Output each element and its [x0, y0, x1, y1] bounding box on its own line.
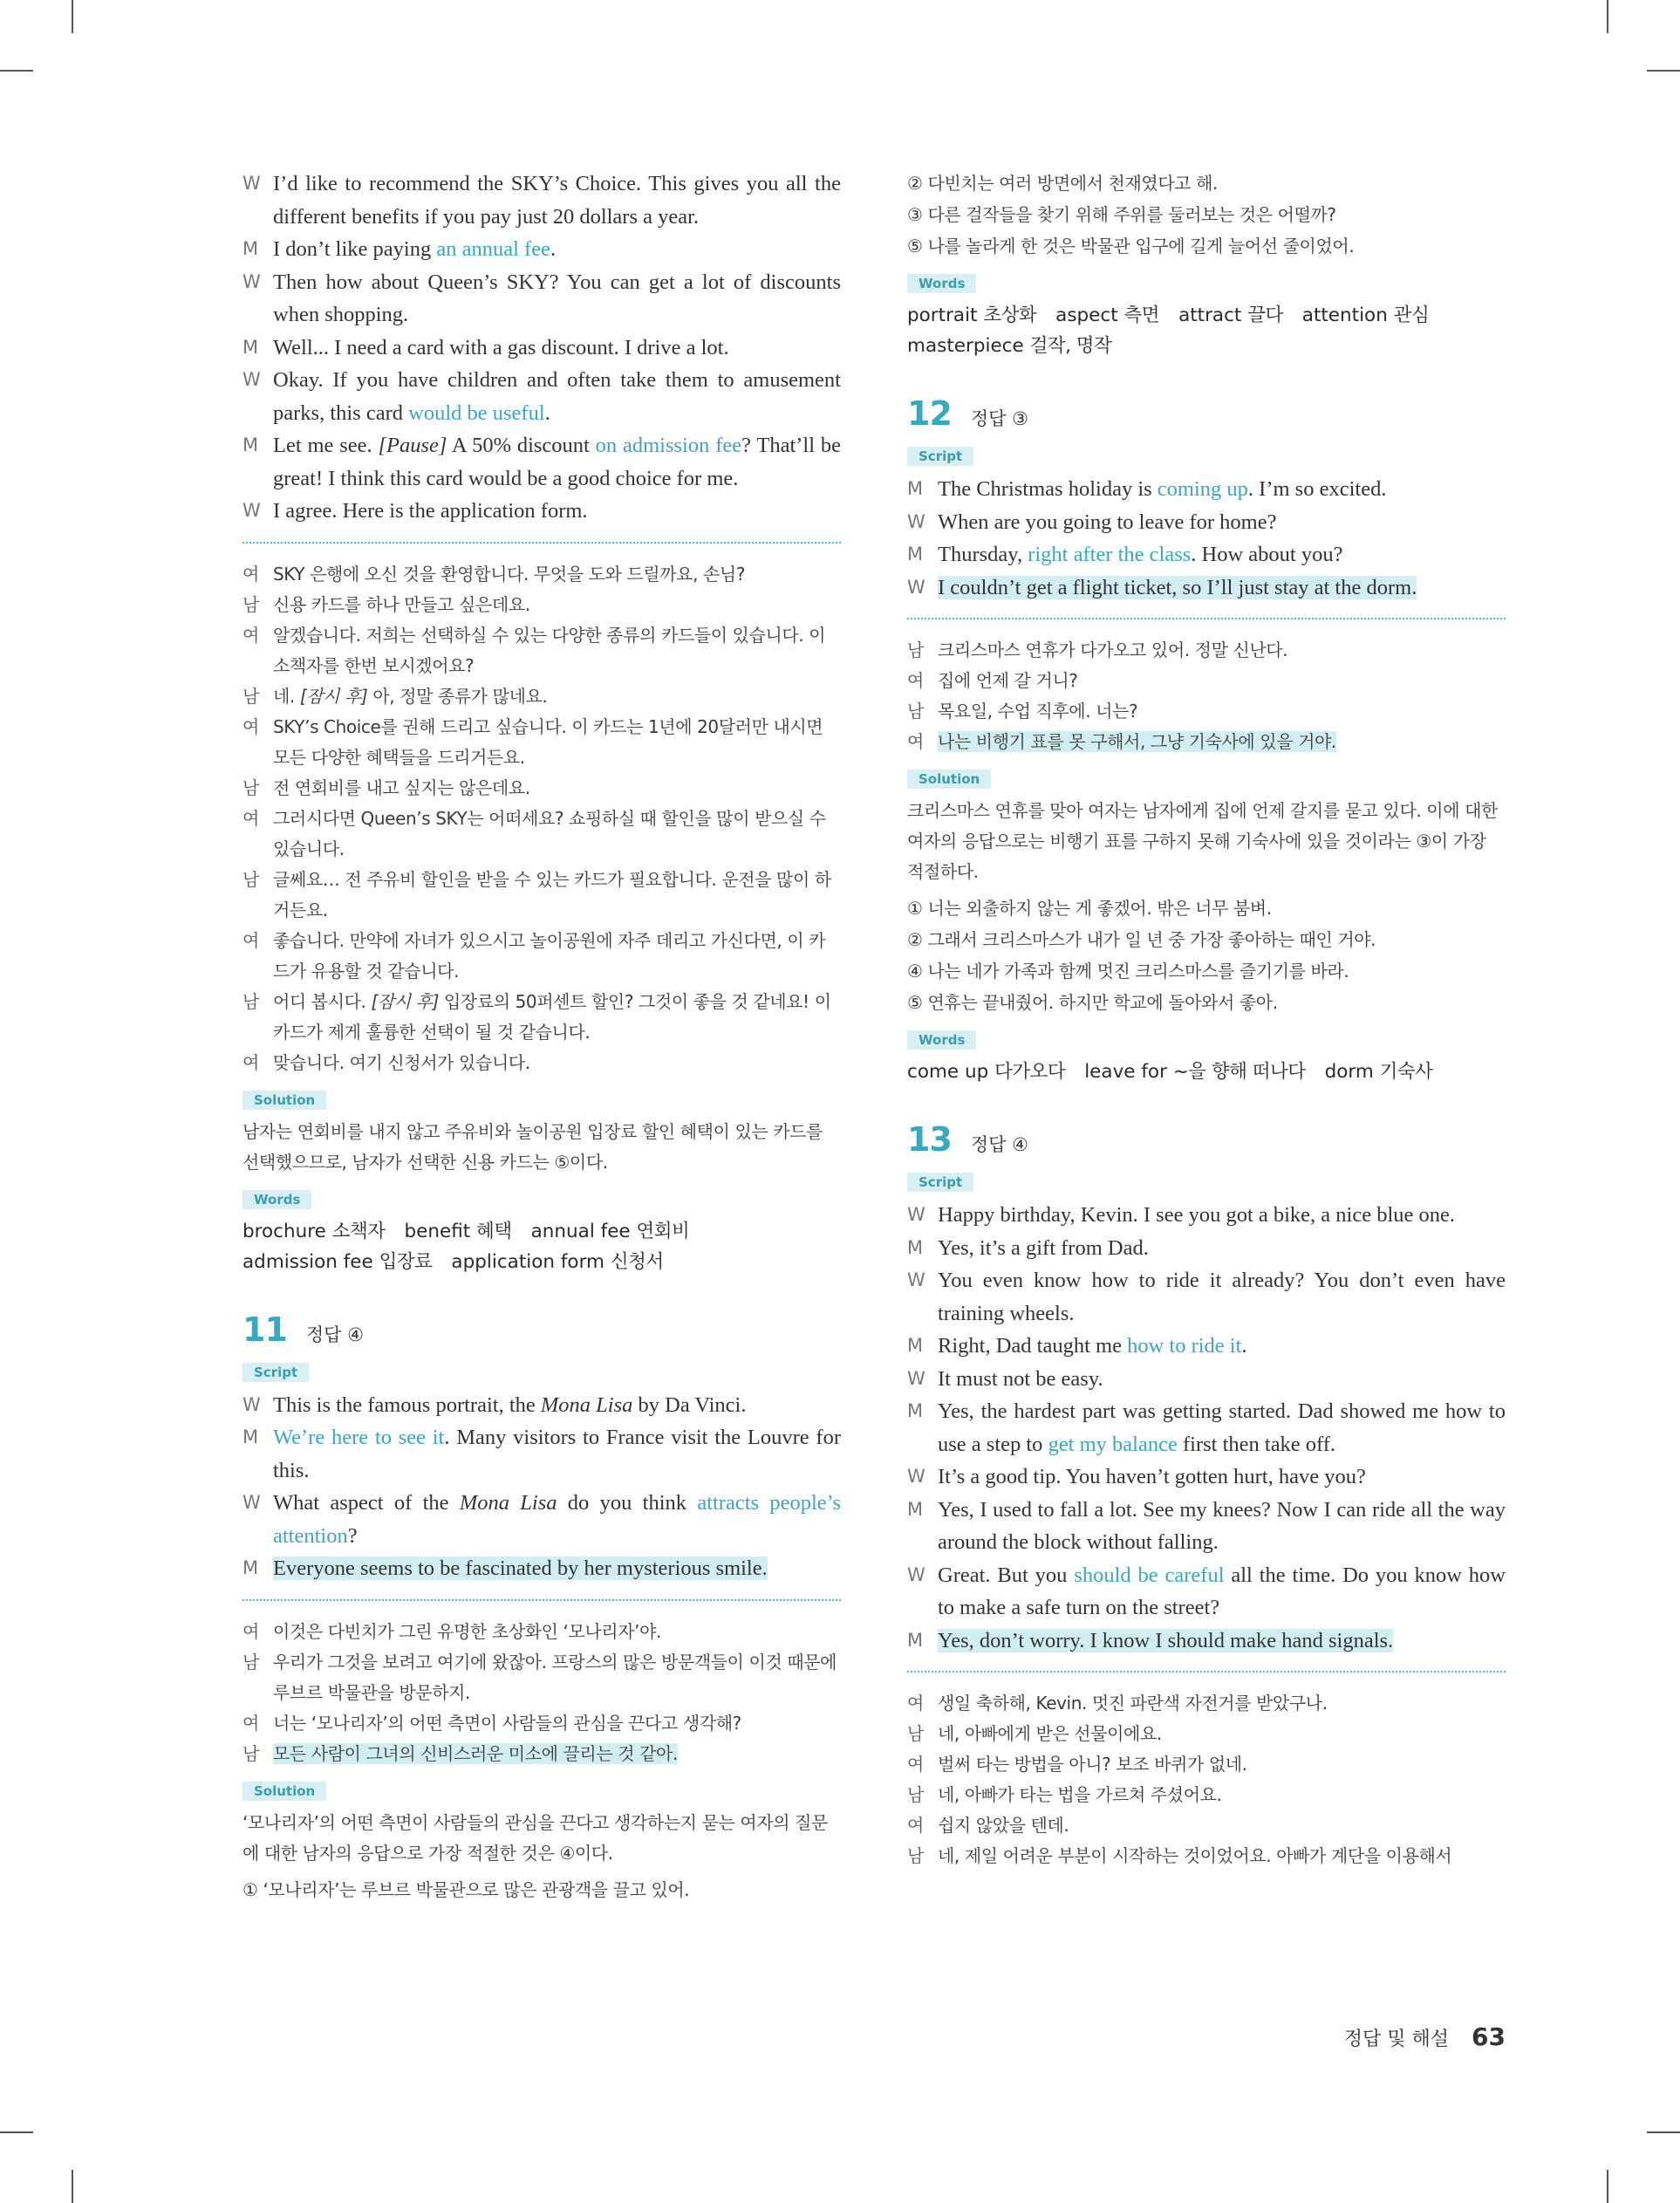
speaker-label: 남	[907, 1723, 924, 1744]
vocab-item	[1302, 304, 1429, 326]
vocab-word: leave for	[1084, 1061, 1167, 1083]
answer-option: ② 다빈치는 여러 방면에서 천재였다고 해.	[907, 173, 1218, 194]
vocab-word: masterpiece	[907, 335, 1024, 357]
speaker-label: 여	[907, 670, 924, 691]
key-phrase: would be useful	[408, 400, 545, 425]
vocab-item	[907, 1061, 1065, 1083]
vocab-word: portrait	[907, 304, 978, 326]
vocab-meaning: 초상화	[983, 304, 1037, 326]
line-text: 입장료의 50퍼센트 할인? 그것이 좋을 것 같네요! 이 카드가 제게 훌륭한 선택이 될 것 같습니다.	[273, 990, 831, 1043]
line-text: 쉽지 않았을 텐데.	[938, 1815, 1069, 1836]
line-text: 이것은 다빈치가 그린 유명한 초상화인 ‘모나리자’야.	[273, 1620, 661, 1642]
line-text: 목요일, 수업 직후에. 너는?	[938, 701, 1138, 722]
line-text: When are you going to leave for home?	[938, 510, 1277, 534]
line-text: 알겠습니다. 저희는 선택하실 수 있는 다양한 종류의 카드들이 있습니다. 이 소책자를 한번 보시겠어요?	[273, 624, 826, 676]
key-phrase: We’re here to see it	[273, 1426, 445, 1449]
line-text: I agree. Here is the application form.	[273, 499, 588, 523]
vocab-item	[405, 1221, 512, 1242]
line-text: 집에 언제 갈 거니?	[938, 670, 1078, 691]
speaker-label: W	[907, 1563, 925, 1585]
speaker-label: 남	[242, 990, 259, 1012]
question-header	[907, 394, 1506, 433]
line-text: 어디 봅시다.	[273, 990, 372, 1012]
speaker-label: 남	[907, 640, 924, 660]
line-text: Happy birthday, Kevin. I see you got a bike, a nice blue one.	[938, 1203, 1456, 1227]
line-text: What aspect of the	[273, 1491, 460, 1515]
question-number: 11	[242, 1310, 287, 1349]
line-text: first then take off.	[1177, 1432, 1336, 1456]
script-line	[907, 506, 1506, 539]
translation-line	[242, 987, 841, 1048]
script-tag: Script	[907, 1173, 973, 1192]
crop-mark	[1647, 2131, 1680, 2133]
script-line	[907, 1559, 1506, 1625]
line-text: ?	[347, 1523, 358, 1548]
line-text: 글쎄요… 전 주유비 할인을 받을 수 있는 카드가 필요합니다. 운전을 많이 하거든요.	[273, 868, 831, 920]
speaker-label: M	[242, 336, 259, 358]
translation-line	[907, 635, 1506, 666]
line-text: Let me see.	[273, 434, 379, 457]
line-text: 좋습니다. 만약에 자녀가 있으시고 놀이공원에 자주 데리고 가신다면, 이 카드가 유용할 것 같습니다.	[273, 929, 826, 982]
script-line	[907, 1199, 1506, 1232]
answer-label: 정답 ④	[305, 1324, 364, 1345]
line-text: .	[544, 400, 550, 425]
speaker-label: 여	[242, 929, 259, 951]
script-line	[242, 332, 841, 365]
line-text: ? That’ll be great! I think this card would be a good choice for me.	[273, 434, 841, 490]
crop-mark	[72, 0, 73, 33]
words-tag: Words	[907, 274, 976, 293]
speaker-label: W	[907, 1204, 925, 1225]
translation-q10	[242, 559, 841, 1078]
vocab-meaning: 끌다	[1247, 304, 1283, 326]
speaker-label: 여	[907, 731, 924, 752]
speaker-label: W	[242, 270, 261, 292]
translation-line	[907, 727, 1506, 757]
key-phrase: attracts people’s attention	[273, 1491, 841, 1548]
line-text: 벌써 타는 방법을 아니? 보조 바퀴가 없네.	[938, 1754, 1247, 1775]
vocab-word: attention	[1301, 304, 1388, 326]
speaker-label: 남	[242, 868, 259, 890]
line-text: Mona Lisa	[540, 1392, 633, 1417]
crop-mark	[0, 70, 33, 72]
line-text: You even know how to ride it already? You don’t even have training wheels.	[938, 1269, 1506, 1325]
vocab-meaning: ~을 향해 떠나다	[1172, 1061, 1306, 1083]
line-text: 우리가 그것을 보려고 여기에 왔잖아. 프랑스의 많은 방문객들이 이것 때문에 루브르 박물관을 방문하지.	[273, 1651, 837, 1703]
vocab-item	[531, 1221, 690, 1242]
translation-line	[242, 1647, 841, 1708]
key-phrase: an annual fee	[436, 237, 550, 261]
line-text: It must not be easy.	[938, 1366, 1103, 1391]
line-text: The Christmas holiday is	[938, 477, 1158, 501]
script-q13	[907, 1199, 1506, 1657]
translation-line	[907, 1841, 1506, 1871]
line-text: SKY’s Choice를 권해 드리고 싶습니다. 이 카드는 1년에 20달러만 내시면 모든 다양한 혜택들을 드리거든요.	[273, 715, 823, 768]
right-column	[907, 168, 1506, 1871]
speaker-label: M	[907, 1400, 924, 1421]
crop-mark	[72, 2170, 73, 2203]
line-text: Okay. If you have children and often take them to amusement parks, this card	[273, 368, 841, 425]
line-text: 네.	[273, 685, 300, 707]
translation-line	[907, 1688, 1506, 1719]
vocab-word: application form	[451, 1250, 604, 1273]
vocab-item	[907, 335, 1111, 357]
dotted-divider	[242, 542, 841, 544]
crop-mark	[1607, 0, 1608, 33]
translation-line	[242, 1617, 841, 1647]
answer-option: ① ‘모나리자’는 루브르 박물관으로 많은 관광객을 끌고 있어.	[242, 1878, 690, 1900]
answer-highlight: I couldn’t get a flight ticket, so I’ll just stay at the dorm.	[938, 575, 1417, 599]
crop-mark	[1607, 2170, 1608, 2203]
words-list	[907, 300, 1506, 361]
script-line	[242, 429, 841, 495]
footer-title: 정답 및 해설	[1343, 2029, 1450, 2050]
script-line	[242, 495, 841, 528]
line-text: [잠시 후]	[299, 685, 368, 707]
answer-highlight: 모든 사람이 그녀의 신비스러운 미소에 끌리는 것 같아.	[273, 1742, 678, 1764]
line-text: . How about you?	[1191, 543, 1343, 566]
crop-mark	[0, 2131, 33, 2133]
translation-line	[242, 1739, 841, 1769]
line-text: I don’t like paying	[273, 237, 437, 261]
line-text: 맞습니다. 여기 신청서가 있습니다.	[273, 1051, 530, 1073]
vocab-meaning: 관심	[1393, 304, 1430, 326]
script-line	[242, 1389, 841, 1422]
line-text: Yes, the hardest part was getting started. Dad showed me how to use a step to	[938, 1399, 1506, 1456]
vocab-item	[242, 1221, 386, 1242]
translation-line	[907, 696, 1506, 727]
key-phrase: on admission fee	[595, 434, 742, 457]
line-text: I’d like to recommend the SKY’s Choice. This gives you all the different benefits if you pay just 20 dollars a year.	[273, 172, 841, 229]
speaker-label: W	[907, 1466, 925, 1487]
line-text: [잠시 후]	[371, 990, 440, 1012]
line-text: Great. But you	[938, 1563, 1075, 1587]
crop-mark	[1647, 70, 1680, 72]
translation-line	[907, 1749, 1506, 1780]
script-tag: Script	[242, 1363, 309, 1382]
answer-option: ⑤ 나를 놀라게 한 것은 박물관 입구에 길게 늘어선 줄이었어.	[907, 236, 1355, 257]
key-phrase: right after the class	[1028, 543, 1192, 566]
dotted-divider	[242, 1599, 841, 1601]
script-q10-continued	[242, 168, 841, 528]
speaker-label: 남	[242, 1742, 259, 1764]
line-text: 네, 아빠가 타는 법을 가르쳐 주셨어요.	[938, 1784, 1222, 1805]
vocab-word: aspect	[1055, 304, 1118, 326]
script-line	[242, 168, 841, 233]
options-list	[907, 168, 1506, 262]
line-text: 네, 아빠에게 받은 선물이에요.	[938, 1723, 1162, 1744]
line-text: This is the famous portrait, the	[273, 1392, 541, 1417]
question-number: 12	[907, 394, 952, 433]
vocab-meaning: 혜택	[476, 1220, 512, 1242]
speaker-label: M	[907, 1236, 924, 1258]
speaker-label: M	[907, 1498, 924, 1520]
words-list	[907, 1057, 1506, 1087]
solution-text: 남자는 연회비를 내지 않고 주유비와 놀이공원 입장료 할인 혜택이 있는 카드를 선택했으므로, 남자가 선택한 신용 카드는 ⑤이다.	[242, 1120, 823, 1173]
speaker-label: 여	[907, 1754, 924, 1775]
speaker-label: W	[907, 1367, 925, 1389]
translation-line	[242, 712, 841, 773]
script-line	[907, 538, 1506, 571]
words-tag: Words	[242, 1190, 311, 1209]
script-line	[907, 1395, 1506, 1461]
line-text: do you think	[557, 1491, 698, 1515]
vocab-word: attract	[1178, 304, 1242, 326]
speaker-label: W	[907, 576, 925, 598]
answer-label: 정답 ④	[970, 1134, 1028, 1155]
solution-text: ‘모나리자’의 어떤 측면이 사람들의 관심을 끈다고 생각하는지 묻는 여자의 질문에 대한 남자의 응답으로 가장 적절한 것은 ④이다.	[242, 1811, 828, 1864]
script-tag: Script	[907, 447, 973, 466]
vocab-meaning: 소책자	[331, 1220, 386, 1242]
line-text: Thursday,	[938, 543, 1028, 566]
translation-line	[242, 773, 841, 804]
speaker-label: 여	[242, 1712, 259, 1734]
script-line	[242, 1487, 841, 1552]
question-number: 13	[907, 1120, 952, 1159]
translation-q12	[907, 635, 1506, 757]
answer-option: ① 너는 외출하지 않는 게 좋겠어. 밖은 너무 붐벼.	[907, 898, 1272, 919]
page-number: 63	[1472, 2022, 1506, 2051]
translation-line	[242, 559, 841, 590]
speaker-label: M	[242, 1557, 259, 1578]
key-phrase: get my balance	[1048, 1432, 1178, 1456]
line-text: [Pause]	[378, 434, 447, 457]
translation-line	[242, 926, 841, 987]
script-line	[907, 1363, 1506, 1396]
speaker-label: 남	[907, 701, 924, 722]
speaker-label: 남	[242, 1651, 259, 1673]
speaker-label: W	[242, 1393, 261, 1415]
line-text: .	[1241, 1334, 1247, 1358]
speaker-label: W	[242, 1492, 261, 1513]
speaker-label: 남	[242, 777, 259, 798]
translation-line	[907, 1719, 1506, 1749]
translation-line	[242, 590, 841, 620]
translation-line	[242, 681, 841, 712]
question-header	[242, 1310, 841, 1349]
speaker-label: 남	[907, 1784, 924, 1805]
line-text: 크리스마스 연휴가 다가오고 있어. 정말 신난다.	[938, 640, 1288, 660]
vocab-item	[1178, 304, 1283, 326]
line-text: 네, 제일 어려운 부분이 시작하는 것이었어요. 아빠가 계단을 이용해서	[938, 1845, 1452, 1866]
vocab-word: admission fee	[242, 1250, 373, 1273]
line-text: .	[550, 237, 557, 261]
dotted-divider	[907, 618, 1506, 619]
vocab-item	[242, 1251, 432, 1273]
speaker-label: W	[907, 510, 925, 532]
line-text: . Many visitors to France visit the Louvre for this.	[273, 1426, 841, 1482]
translation-q11	[242, 1617, 841, 1769]
line-text: 너는 ‘모나리자’의 어떤 측면이 사람들의 관심을 끈다고 생각해?	[273, 1712, 741, 1734]
script-line	[907, 1494, 1506, 1559]
line-text: 생일 축하해, Kevin. 멋진 파란색 자전거를 받았구나.	[938, 1693, 1328, 1714]
vocab-word: brochure	[242, 1220, 326, 1242]
line-text: 신용 카드를 하나 만들고 싶은데요.	[273, 593, 530, 615]
speaker-label: 남	[242, 593, 259, 615]
translation-line	[907, 666, 1506, 696]
translation-q13	[907, 1688, 1506, 1871]
script-line	[907, 1461, 1506, 1494]
solution-tag: Solution	[907, 770, 991, 789]
line-text: Yes, I used to fall a lot. See my knees? Now I can ride all the way around the block without falling.	[938, 1497, 1506, 1554]
vocab-word: come up	[907, 1061, 989, 1083]
line-text: 아, 정말 종류가 많네요.	[367, 685, 548, 707]
answer-highlight: Yes, don’t worry. I know I should make hand signals.	[938, 1628, 1394, 1652]
options-list	[907, 893, 1506, 1018]
key-phrase: how to ride it	[1127, 1334, 1242, 1358]
speaker-label: W	[907, 1269, 925, 1290]
vocab-meaning: 연회비	[636, 1220, 690, 1242]
words-tag: Words	[907, 1030, 976, 1050]
speaker-label: M	[907, 1335, 924, 1356]
line-text: SKY 은행에 오신 것을 환영합니다. 무엇을 도와 드릴까요, 손님?	[273, 563, 746, 585]
line-text: Yes, it’s a gift from Dad.	[938, 1235, 1149, 1260]
speaker-label: 여	[242, 1620, 259, 1642]
line-text: by Da Vinci.	[632, 1392, 747, 1417]
line-text: all the time. Do you know how to make a safe turn on the street?	[938, 1563, 1506, 1619]
answer-highlight: Everyone seems to be fascinated by her mysterious smile.	[273, 1556, 768, 1580]
script-line	[242, 233, 841, 266]
speaker-label: M	[907, 478, 924, 499]
line-text: 전 연회비를 내고 싶지는 않은데요.	[273, 777, 530, 798]
dotted-divider	[907, 1671, 1506, 1673]
vocab-item	[907, 304, 1036, 326]
vocab-meaning: 다가오다	[994, 1061, 1066, 1083]
script-line	[907, 1264, 1506, 1330]
translation-line	[242, 620, 841, 681]
line-text: Mona Lisa	[459, 1491, 557, 1515]
speaker-label: M	[242, 1426, 259, 1447]
speaker-label: W	[242, 369, 261, 390]
line-text: Right, Dad taught me	[938, 1334, 1128, 1358]
solution-tag: Solution	[242, 1091, 326, 1110]
speaker-label: W	[242, 173, 261, 194]
answer-option: ④ 나는 네가 가족과 함께 멋진 크리스마스를 즐기기를 바라.	[907, 961, 1349, 982]
answer-option: ③ 다른 걸작들을 찾기 위해 주위를 둘러보는 것은 어떨까?	[907, 204, 1336, 225]
script-line	[242, 1421, 841, 1487]
line-text: Then how about Queen’s SKY? You can get a lot of discounts when shopping.	[273, 270, 841, 326]
vocab-word: dorm	[1324, 1061, 1374, 1083]
script-line	[907, 1625, 1506, 1658]
vocab-word: annual fee	[530, 1220, 631, 1242]
page-footer	[1344, 2022, 1506, 2051]
script-line	[242, 1552, 841, 1585]
speaker-label: 여	[907, 1693, 924, 1714]
speaker-label: 남	[242, 685, 259, 707]
script-q12	[907, 473, 1506, 604]
solution-tag: Solution	[242, 1782, 326, 1801]
line-text: It’s a good tip. You haven’t gotten hurt, have you?	[938, 1465, 1366, 1488]
vocab-item	[1055, 304, 1159, 326]
speaker-label: M	[242, 434, 259, 455]
vocab-meaning: 기숙사	[1379, 1061, 1433, 1083]
options-list	[242, 1874, 841, 1905]
line-text: 그러시다면 Queen’s SKY는 어떠세요? 쇼핑하실 때 할인을 많이 받으실 수 있습니다.	[273, 807, 826, 859]
translation-line	[242, 1708, 841, 1739]
script-line	[907, 473, 1506, 506]
script-line	[907, 571, 1506, 605]
words-list	[242, 1216, 841, 1277]
vocab-item	[1084, 1061, 1305, 1083]
key-phrase: coming up	[1157, 477, 1248, 501]
script-line	[242, 364, 841, 429]
left-column	[242, 168, 841, 1905]
line-text: Well... I need a card with a gas discount. I drive a lot.	[273, 335, 729, 359]
line-text: A 50% discount	[447, 434, 596, 457]
vocab-meaning: 측면	[1123, 304, 1160, 326]
vocab-item	[1325, 1061, 1433, 1083]
speaker-label: 여	[242, 563, 259, 585]
vocab-word: benefit	[404, 1220, 471, 1242]
translation-line	[242, 865, 841, 926]
script-line	[907, 1330, 1506, 1363]
vocab-meaning: 걸작, 명작	[1029, 335, 1112, 357]
vocab-meaning: 신청서	[610, 1250, 664, 1273]
vocab-item	[451, 1251, 663, 1273]
speaker-label: 여	[242, 715, 259, 737]
speaker-label: 남	[907, 1845, 924, 1866]
answer-option: ② 그래서 크리스마스가 내가 일 년 중 가장 좋아하는 때인 거야.	[907, 929, 1376, 950]
key-phrase: should be careful	[1074, 1563, 1225, 1587]
translation-line	[907, 1780, 1506, 1810]
question-header	[907, 1120, 1506, 1159]
speaker-label: 여	[242, 1051, 259, 1073]
speaker-label: M	[907, 544, 924, 564]
speaker-label: 여	[907, 1815, 924, 1836]
answer-option: ⑤ 연휴는 끝내줬어. 하지만 학교에 돌아와서 좋아.	[907, 992, 1278, 1013]
translation-line	[907, 1810, 1506, 1841]
vocab-meaning: 입장료	[379, 1250, 433, 1273]
speaker-label: M	[907, 1629, 924, 1651]
line-text: . I’m so excited.	[1247, 477, 1387, 501]
translation-line	[242, 1048, 841, 1078]
script-line	[242, 266, 841, 332]
speaker-label: M	[242, 238, 259, 259]
answer-highlight: 나는 비행기 표를 못 구해서, 그냥 기숙사에 있을 거야.	[938, 731, 1336, 752]
script-q11	[242, 1389, 841, 1585]
translation-line	[242, 804, 841, 865]
script-line	[907, 1232, 1506, 1265]
speaker-label: W	[242, 500, 261, 521]
speaker-label: 여	[242, 624, 259, 646]
solution-text: 크리스마스 연휴를 맞아 여자는 남자에게 집에 언제 갈지를 묻고 있다. 이에 대한 여자의 응답으로는 비행기 표를 구하지 못해 기숙사에 있을 것이라는 ③이 가장 적절하다.	[907, 800, 1498, 882]
speaker-label: 여	[242, 807, 259, 829]
answer-label: 정답 ③	[970, 408, 1028, 429]
